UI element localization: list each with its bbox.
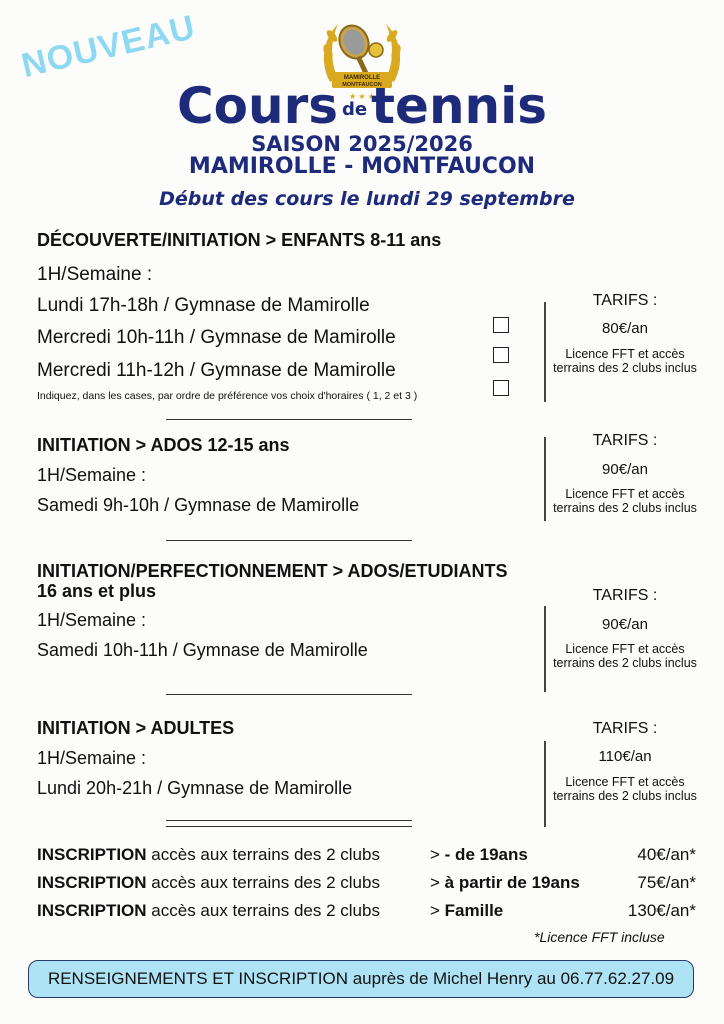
logo-text-top: MAMIROLLE [343, 75, 381, 81]
inscription-category-2 [430, 873, 580, 893]
licence-note: *Licence FFT incluse [534, 929, 665, 945]
inscription-price-2: 75€/an* [637, 873, 696, 892]
title-part-1: Cours [176, 77, 339, 135]
inscription-arrow: > [430, 845, 440, 864]
inscription-label: INSCRIPTION [37, 901, 147, 920]
section-1-tarif-label: TARIFS : [592, 292, 658, 309]
section-4-frequency: 1H/Semaine : [37, 748, 147, 768]
section-1-note: Indiquez, dans les cases, par ordre de préférence vos choix d'horaires ( 1, 2 et 3 ) [37, 390, 418, 402]
inscription-row-1 [37, 845, 380, 865]
separator-3 [166, 694, 412, 695]
contact-banner [28, 960, 694, 998]
separator-4a [166, 820, 412, 821]
start-date: Début des cours le lundi 29 septembre [159, 188, 575, 210]
inscription-price-3: 130€/an* [627, 901, 696, 920]
inscription-category: Famille [444, 901, 504, 920]
section-3-slot-1: Samedi 10h-11h / Gymnase de Mamirolle [37, 640, 368, 660]
section-1-tarif-price: 80€/an [602, 320, 648, 337]
contact-text: RENSEIGNEMENTS ET INSCRIPTION auprès de Michel Henry au 06.77.62.27.09 [47, 969, 675, 988]
section-4-slot-1: Lundi 20h-21h / Gymnase de Mamirolle [37, 778, 353, 798]
title-part-2: tennis [371, 77, 548, 135]
section-4-heading: INITIATION > ADULTES [37, 718, 235, 738]
nouveau-label: NOUVEAU [18, 8, 200, 86]
inscription-category: - de 19ans [444, 845, 528, 864]
section-4-tarif-label: TARIFS : [592, 720, 658, 737]
inscription-label: INSCRIPTION [37, 845, 147, 864]
section-1-slot-1: Lundi 17h-18h / Gymnase de Mamirolle [37, 295, 370, 316]
page-title [0, 78, 724, 138]
inscription-price-1: 40€/an* [637, 845, 696, 864]
inscription-category-1 [430, 845, 528, 865]
inscription-arrow: > [430, 901, 440, 920]
section-4-tarif-note: Licence FFT et accès terrains des 2 clubs inclus [553, 775, 697, 803]
preference-checkbox-3[interactable] [493, 380, 509, 396]
section-1-heading: DÉCOUVERTE/INITIATION > ENFANTS 8-11 ans [37, 230, 442, 250]
section-2-slot-1: Samedi 9h-10h / Gymnase de Mamirolle [37, 495, 360, 515]
preference-checkbox-1[interactable] [493, 317, 509, 333]
section-2-tarif-price: 90€/an [602, 461, 648, 478]
section-2-heading: INITIATION > ADOS 12-15 ans [37, 435, 290, 455]
section-1-slot-3: Mercredi 11h-12h / Gymnase de Mamirolle [37, 360, 396, 381]
inscription-category-3 [430, 901, 503, 921]
inscription-category: à partir de 19ans [444, 873, 580, 892]
inscription-arrow: > [430, 873, 440, 892]
svg-text:★ ★ ★: ★ ★ ★ [349, 92, 375, 101]
logo-text-bottom: MONTFAUCON [342, 82, 382, 88]
place-label: MAMIROLLE - MONTFAUCON [188, 154, 536, 179]
inscription-text: accès aux terrains des 2 clubs [151, 901, 380, 920]
section-3-frequency: 1H/Semaine : [37, 610, 147, 630]
section-4-tarif-price: 110€/an [598, 748, 652, 765]
section-3-tarif-price: 90€/an [602, 616, 648, 633]
separator-4b [166, 826, 412, 827]
inscription-row-3 [37, 901, 380, 921]
section-3-heading-2: 16 ans et plus [37, 581, 157, 601]
section-2-tarif-label: TARIFS : [592, 432, 658, 449]
season-label: SAISON 2025/2026 [251, 132, 473, 156]
separator-1 [166, 419, 412, 420]
section-2-tarif-note: Licence FFT et accès terrains des 2 clubs inclus [553, 487, 697, 515]
section-3-tarif-note: Licence FFT et accès terrains des 2 clubs inclus [553, 642, 697, 670]
section-2-frequency: 1H/Semaine : [37, 465, 147, 485]
inscription-text: accès aux terrains des 2 clubs [151, 845, 380, 864]
inscription-row-2 [37, 873, 380, 893]
section-1-tarif-note: Licence FFT et accès terrains des 2 clubs inclus [553, 347, 697, 375]
title-de: de [342, 98, 368, 120]
section-3-tarif-label: TARIFS : [592, 587, 658, 604]
separator-2 [166, 540, 412, 541]
inscription-text: accès aux terrains des 2 clubs [151, 873, 380, 892]
section-1-frequency: 1H/Semaine : [37, 264, 153, 285]
section-1-slot-2: Mercredi 10h-11h / Gymnase de Mamirolle [37, 327, 396, 348]
inscription-label: INSCRIPTION [37, 873, 147, 892]
section-3-heading: INITIATION/PERFECTIONNEMENT > ADOS/ETUDIANTS [37, 561, 508, 581]
preference-checkbox-2[interactable] [493, 347, 509, 363]
